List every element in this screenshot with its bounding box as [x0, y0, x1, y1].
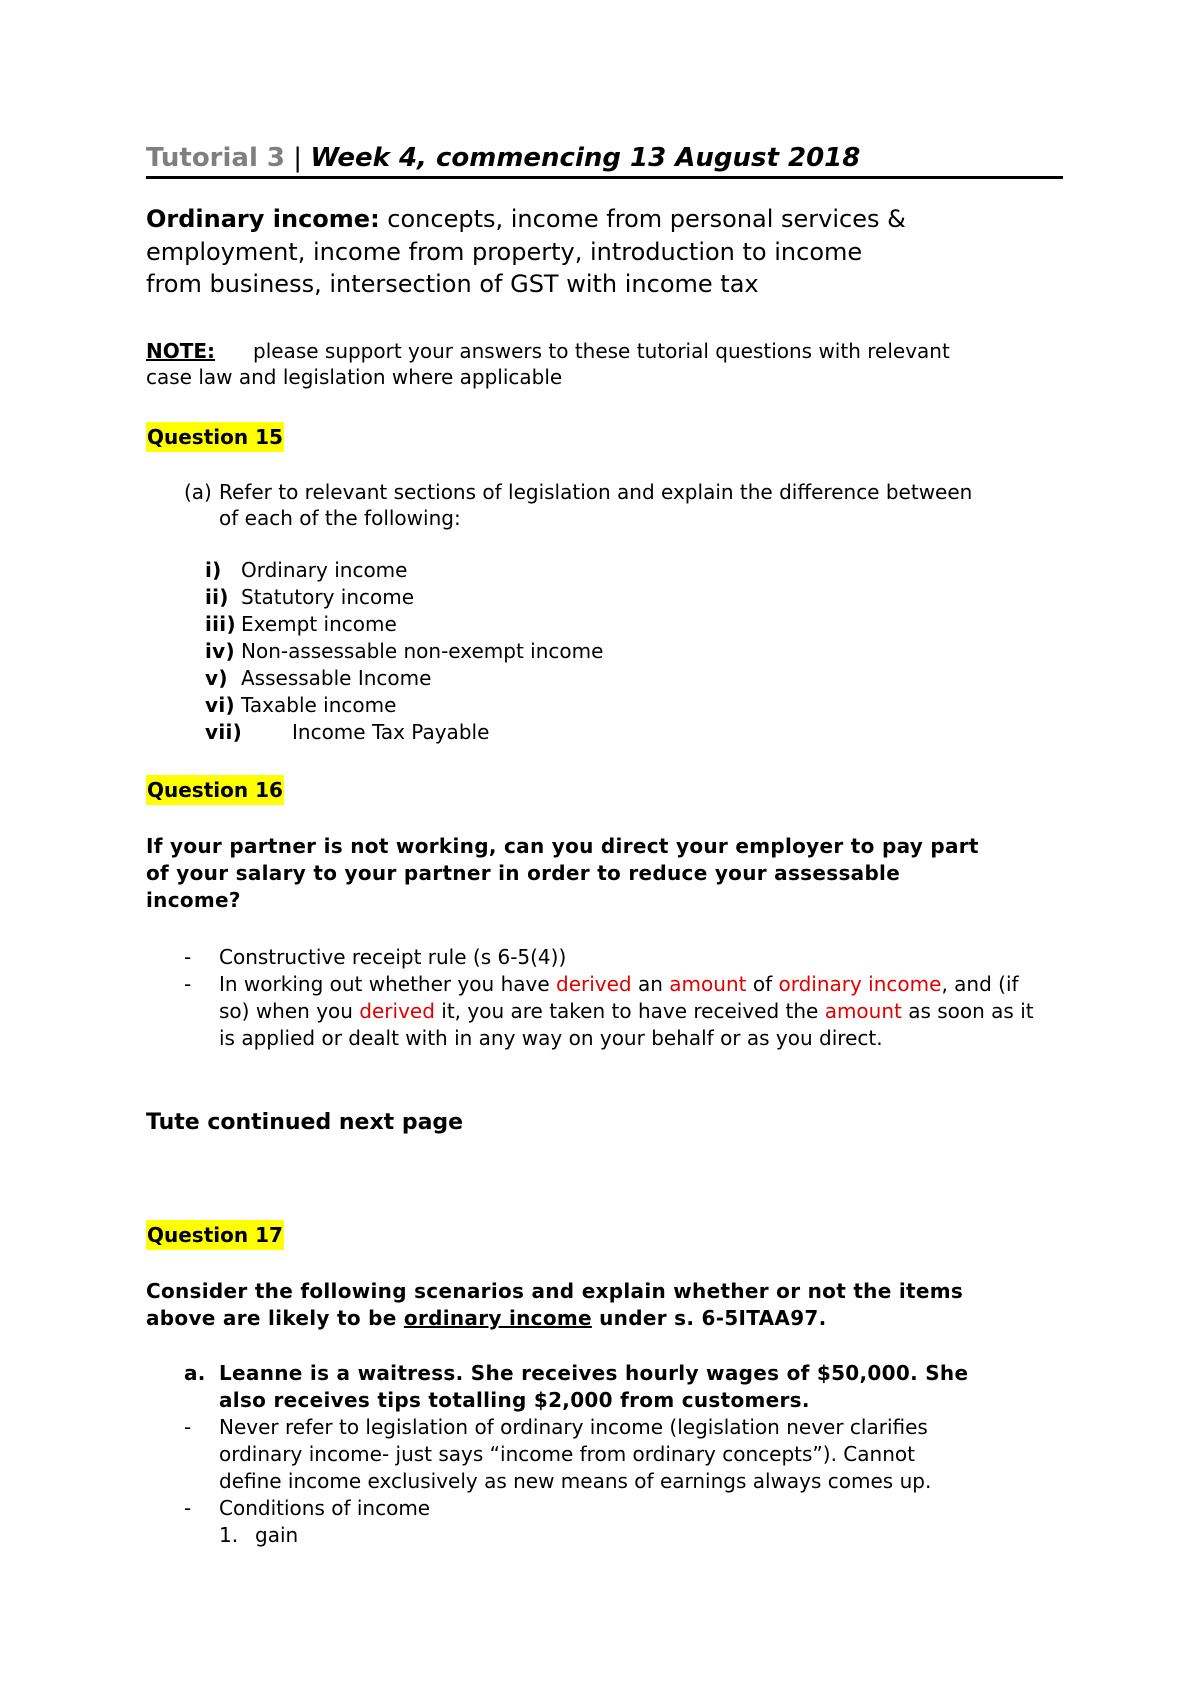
q17-bullet-2: Conditions of income — [219, 1496, 431, 1520]
title-rule — [146, 176, 1063, 179]
q17-line-1: Consider the following scenarios and explain whether or not the items — [146, 1279, 964, 1303]
question-16-title: Question 16 — [146, 775, 284, 805]
q16-line-3: income? — [146, 888, 241, 912]
q15-item-text: Taxable income — [241, 693, 397, 717]
q15-item-text: Exempt income — [241, 612, 397, 636]
q15-item-num: i) — [205, 558, 222, 582]
q15-item-text: Income Tax Payable — [292, 720, 490, 744]
q15-item-num: ii) — [205, 585, 229, 609]
term-amount: amount — [669, 972, 747, 996]
q15-item-text: Ordinary income — [241, 558, 408, 582]
term-derived: derived — [359, 999, 435, 1023]
term-ordinary-income-underlined: ordinary income — [403, 1306, 592, 1330]
q15-item-num: iv) — [205, 639, 235, 663]
q15-item-text: Non-assessable non-exempt income — [241, 639, 604, 663]
q17-bullet-dash: - — [184, 1415, 192, 1439]
q17-a-line-2: also receives tips totalling $2,000 from customers. — [219, 1388, 810, 1412]
q15-part-a-line-1: Refer to relevant sections of legislation and explain the difference between — [219, 480, 973, 504]
topic-label: Ordinary income: — [146, 205, 380, 233]
q15-item-num: vii) — [205, 720, 243, 744]
q16-bullet-1: Constructive receipt rule (s 6-5(4)) — [219, 945, 567, 969]
topic-line-1: Ordinary income: concepts, income from personal services & — [146, 205, 906, 233]
note-line-2: case law and legislation where applicable — [146, 365, 563, 389]
q17-numbered-label: 1. — [219, 1523, 239, 1547]
q16-bullet-dash: - — [184, 945, 192, 969]
q16-bullet-dash: - — [184, 972, 192, 996]
page-title — [146, 142, 860, 174]
q15-item-num: vi) — [205, 693, 235, 717]
q15-part-a-line-2: of each of the following: — [219, 506, 461, 530]
q17-bullet-1-line-2: ordinary income- just says “income from ordinary concepts”). Cannot — [219, 1442, 915, 1466]
q16-bullet-2-line-3: is applied or dealt with in any way on your behalf or as you direct. — [219, 1026, 883, 1050]
term-ordinary-income: ordinary income — [778, 972, 942, 996]
q15-item-num: v) — [205, 666, 228, 690]
q16-line-1: If your partner is not working, can you direct your employer to pay part — [146, 834, 979, 858]
title-separator: | — [285, 143, 311, 173]
topic-line-3: from business, intersection of GST with income tax — [146, 270, 759, 298]
tutorial-label: Tutorial 3 — [146, 143, 286, 173]
q17-a-line-1: Leanne is a waitress. She receives hourly wages of $50,000. She — [219, 1361, 969, 1385]
q15-item-text: Statutory income — [241, 585, 415, 609]
q17-a-label: a. — [184, 1361, 206, 1385]
q16-bullet-2-line-2: so) when you derived it, you are taken to have received the amount as soon as it — [219, 999, 1034, 1023]
q17-line-2: above are likely to be ordinary income under s. 6-5ITAA97. — [146, 1306, 827, 1330]
term-amount: amount — [824, 999, 902, 1023]
question-15-title: Question 15 — [146, 422, 284, 452]
q17-bullet-1-line-3: define income exclusively as new means of earnings always comes up. — [219, 1469, 932, 1493]
term-derived: derived — [556, 972, 632, 996]
note-label: NOTE: — [146, 339, 216, 363]
week-label: Week 4, commencing 13 August 2018 — [310, 143, 861, 173]
q17-numbered-item: gain — [255, 1523, 299, 1547]
note-line-1: please support your answers to these tutorial questions with relevant — [253, 339, 950, 363]
topic-line-2: employment, income from property, introduction to income — [146, 238, 863, 266]
q15-item-text: Assessable Income — [241, 666, 432, 690]
q16-bullet-2-line-1: In working out whether you have derived an amount of ordinary income, and (if — [219, 972, 1019, 996]
q15-part-a-label: (a) — [184, 480, 212, 504]
q17-bullet-dash: - — [184, 1496, 192, 1520]
question-17-title: Question 17 — [146, 1220, 284, 1250]
continued-note: Tute continued next page — [146, 1110, 464, 1135]
q16-line-2: of your salary to your partner in order to reduce your assessable — [146, 861, 901, 885]
q17-bullet-1-line-1: Never refer to legislation of ordinary income (legislation never clarifies — [219, 1415, 928, 1439]
q15-item-num: iii) — [205, 612, 236, 636]
